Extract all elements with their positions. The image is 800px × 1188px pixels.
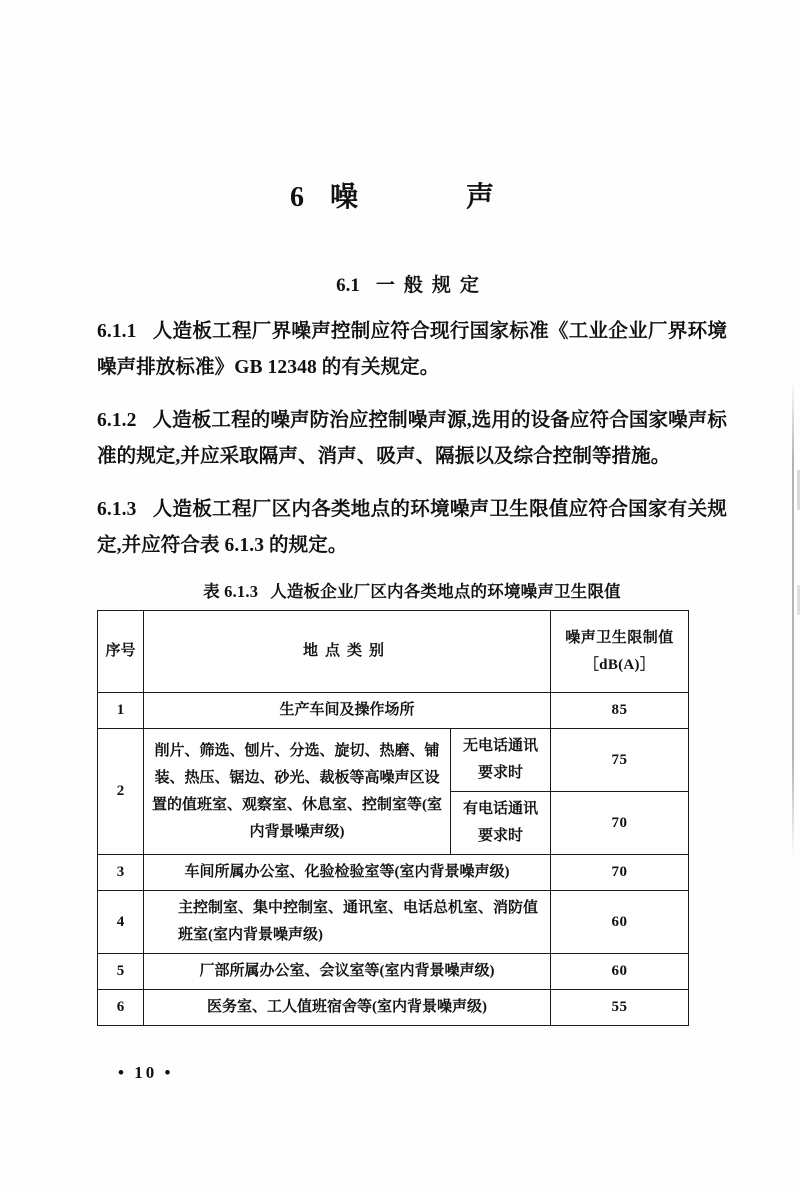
- clause-6-1-2: [97, 386, 727, 475]
- header-seq: 序号: [98, 611, 144, 693]
- row-value: 55: [551, 990, 689, 1026]
- row-value: 85: [551, 693, 689, 729]
- table-row: [98, 693, 689, 729]
- page-footer: • 10 •: [118, 1063, 174, 1082]
- row-seq: 4: [98, 891, 144, 954]
- page-content: [97, 0, 727, 1026]
- section-title: 一般规定: [375, 275, 488, 296]
- row-value: 60: [551, 891, 689, 954]
- row-category: 车间所属办公室、化验检验室等(室内背景噪声级): [144, 855, 551, 891]
- row-value: 60: [551, 954, 689, 990]
- table-row: [98, 729, 689, 792]
- clause-text: 人造板工程厂界噪声控制应符合现行国家标准《工业企业厂界环境噪声排放标准》GB 12348 的有关规定。: [97, 321, 727, 378]
- table-header-row: [98, 611, 689, 693]
- row-seq: 1: [98, 693, 144, 729]
- clause-number: 6.1.2: [97, 410, 137, 431]
- row-value: 75: [551, 729, 689, 792]
- section-heading: [97, 215, 727, 297]
- row-value: 70: [551, 792, 689, 855]
- header-limit: [551, 611, 689, 693]
- row-value: 70: [551, 855, 689, 891]
- clause-text: 人造板工程的噪声防治应控制噪声源,选用的设备应符合国家噪声标准的规定,并应采取隔声、消声、吸声、隔振以及综合控制等措施。: [97, 410, 727, 467]
- table-caption: [97, 564, 727, 602]
- clause-text: 人造板工程厂区内各类地点的环境噪声卫生限值应符合国家有关规定,并应符合表 6.1.3 的规定。: [97, 499, 727, 556]
- row-category: 生产车间及操作场所: [144, 693, 551, 729]
- table-caption-text: 人造板企业厂区内各类地点的环境噪声卫生限值: [270, 582, 621, 601]
- table-row: [98, 891, 689, 954]
- row-seq: 3: [98, 855, 144, 891]
- row-subcategory: 有电话通讯要求时: [451, 792, 551, 855]
- table-row: [98, 990, 689, 1026]
- row-category: 医务室、工人值班宿舍等(室内背景噪声级): [144, 990, 551, 1026]
- section-number: 6.1: [336, 275, 360, 296]
- row-seq: 2: [98, 729, 144, 855]
- row-seq: 5: [98, 954, 144, 990]
- row-category: 厂部所属办公室、会议室等(室内背景噪声级): [144, 954, 551, 990]
- clause-number: 6.1.3: [97, 499, 137, 520]
- clause-6-1-1: [97, 297, 727, 386]
- table-row: [98, 954, 689, 990]
- clause-6-1-3: [97, 475, 727, 564]
- clause-number: 6.1.1: [97, 321, 137, 342]
- chapter-heading: [97, 0, 727, 215]
- scan-edge-artifact: [792, 0, 794, 1188]
- header-limit-line2: ［dB(A)］: [583, 656, 656, 673]
- header-category: 地点类别: [144, 611, 551, 693]
- table-caption-number: 表 6.1.3: [203, 582, 259, 601]
- chapter-number: 6: [289, 182, 304, 213]
- row-seq: 6: [98, 990, 144, 1026]
- row-category: 削片、筛选、刨片、分选、旋切、热磨、铺装、热压、锯边、砂光、裁板等高噪声区设置的值班室、观察室、休息室、控制室等(室内背景噪声级): [144, 729, 451, 855]
- chapter-title: 噪 声: [329, 182, 534, 213]
- header-limit-line1: 噪声卫生限制值: [565, 629, 674, 646]
- row-subcategory: 无电话通讯要求时: [451, 729, 551, 792]
- table-row: [98, 855, 689, 891]
- noise-limit-table: [97, 610, 689, 1026]
- row-category: 主控制室、集中控制室、通讯室、电话总机室、消防值班室(室内背景噪声级): [144, 891, 551, 954]
